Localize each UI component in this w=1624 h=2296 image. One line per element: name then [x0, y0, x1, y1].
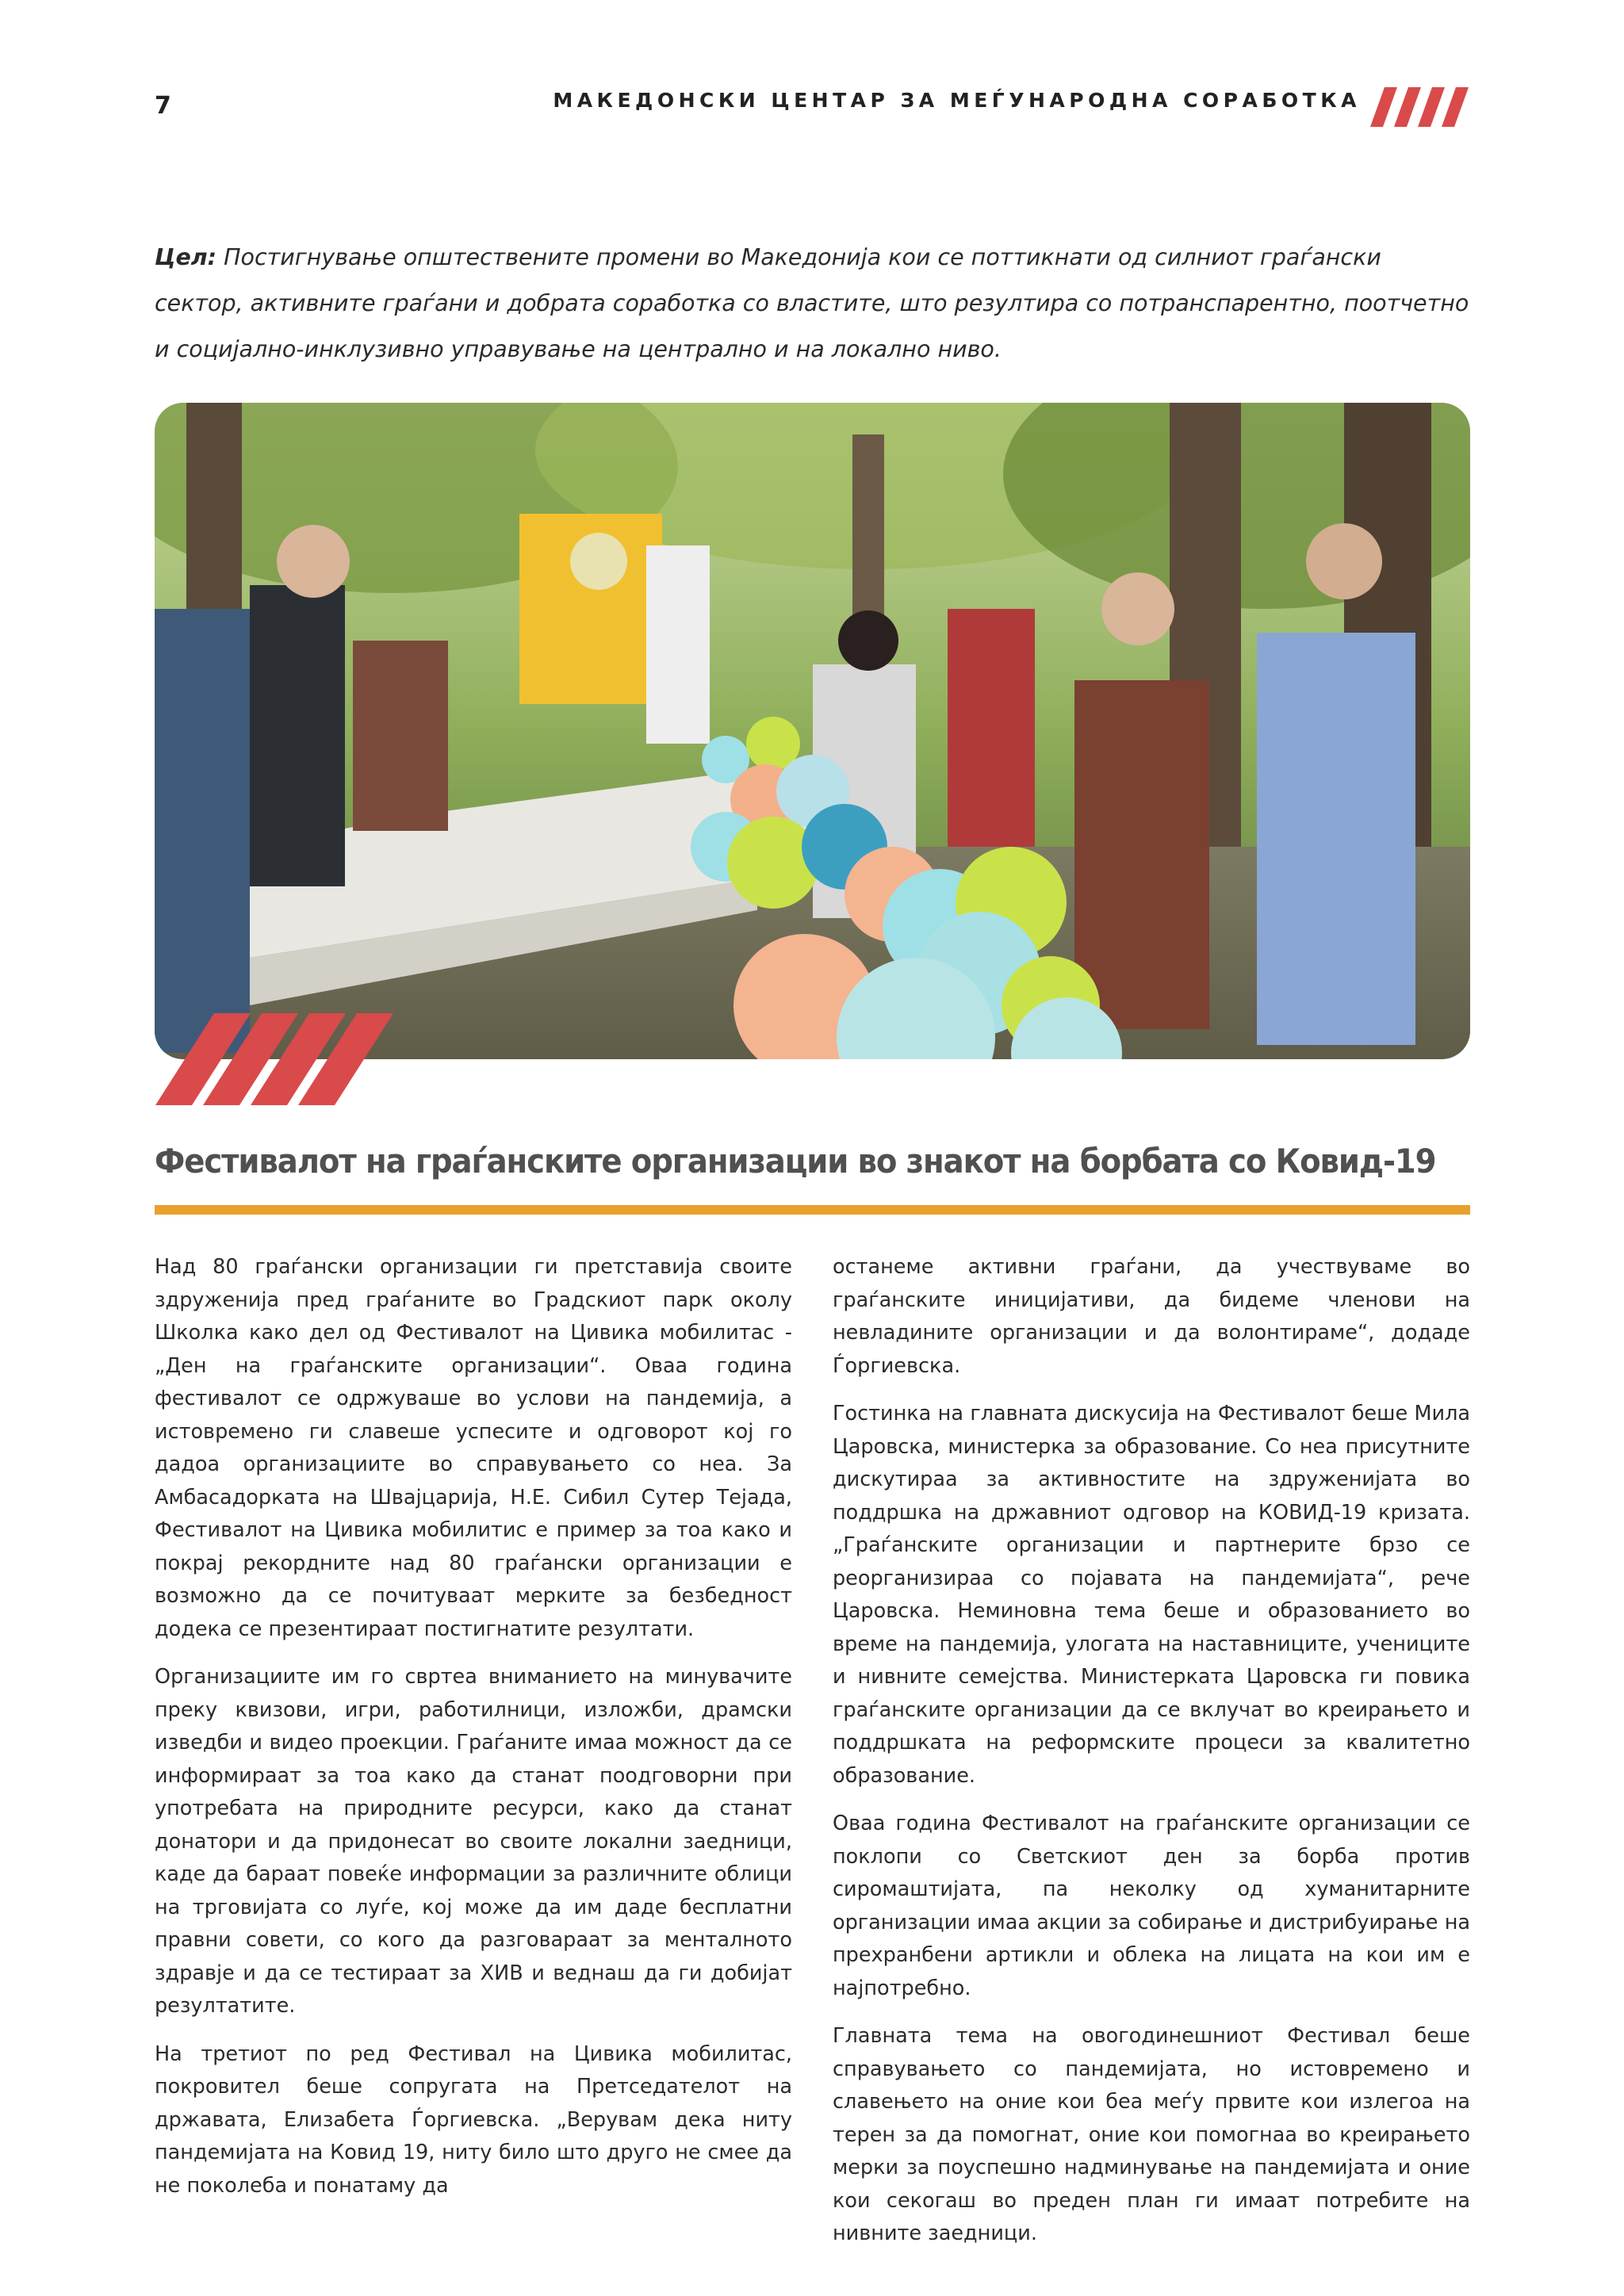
paragraph: Гостинка на главната дискусија на Фестивалот беше Мила Царовска, министерка за образование. Со неа присутните дискутираа за активностите на здруженијата во поддршка на државниот одговор на КОВИД-19 кризата. „Граѓанските организации и партнерите брзо се реорганизираа со појавата на пандемијата“, рече Царовска. Неминовна тема беше и образованието во време на пандемија, улогата на наставниците, учениците и нивните семејства. Министерката Царовска ги повика граѓанските организации да се вклучат во креирањето и поддршката на реформските процеси за квалитетно образование.: [833, 1402, 1470, 1788]
title-rule: [155, 1205, 1470, 1215]
page-number: 7: [155, 92, 171, 120]
article-column-left: [155, 1251, 792, 2218]
goal-text: Постигнување општествените промени во Македонија кои се поттикнати од силниот граѓански сектор, активните граѓани и добрата соработка со властите, што резултира со потранспарентно, поотчетно и социјално-инклузивно управување на централно и на локално ниво.: [155, 244, 1469, 362]
paragraph: На третиот по ред Фестивал на Цивика мобилитас, покровител беше сопругата на Претседателот на државата, Елизабета Ѓоргиевска. „Верувам дека ниту пандемијата на Ковид 19, ниту било што друго не смее да не поколеба и понатаму да: [155, 2042, 792, 2198]
festival-photo: [155, 403, 1470, 1059]
goal-statement: [155, 235, 1471, 373]
article-title: Фестивалот на граѓанските организации во знакот на борбата со Ковид-19: [155, 1142, 1436, 1181]
paragraph: Оваа година Фестивалот на граѓанските организации се поклопи со Светскиот ден за борба против сиромаштијата, па неколку од хуманитарните организации имаа акции за собирање и дистрибуирање на прехранбени артикли и облека на лицата на кои им е најпотребно.: [833, 1812, 1470, 2000]
header-stripes-decoration: [1370, 87, 1469, 127]
paragraph: Организациите им го свртеа вниманието на минувачите преку квизови, игри, работилници, изложби, драмски изведби и видео проекции. Граѓаните имаа можност да се информираат за тоа како да станат поодговорни при употребата на природните ресурси, како да станат донатори и да придонесат во своите локални заедници, каде да бараат повеќе информации за различните облици на трговијата со луѓе, кој може да им даде бесплатни правни совети, со кого да разговараат за менталното здравје и да се тестираат за ХИВ и веднаш да ги добијат резултатите.: [155, 1665, 792, 2018]
article-column-right: [833, 1251, 1470, 2266]
header-org-name: МАКЕДОНСКИ ЦЕНТАР ЗА МЕЃУНАРОДНА СОРАБОТКА: [553, 89, 1361, 112]
photo-stripes-decoration: [155, 1013, 393, 1105]
paragraph: Над 80 граѓански организации ги претставија своите здружениja пред граѓаните во Градскиот парк околу Школка како дел од Фестивалот на Цивика мобилитас - „Ден на граѓанските организации“. Оваа година фестивалот се одржуваше во услови на пандемија, а истовремено ги славеше успесите и одговорот кој го дадоа организациите во справувањето со неа. За Амбасадорката на Швајцарија, Н.Е. Сибил Сутер Тејада, Фестивалот на Цивика мобилитис е пример за тоа како и покрај рекордните над 80 граѓански организации е возможно да се почитуваат мерките за безбедност додека се презентираат постигнатите резултати.: [155, 1255, 792, 1641]
paragraph: Главната тема на овогодинешниот Фестивал беше справувањето со пандемијата, но истовремено и славењето на оние кои беа меѓу првите кои излегоа на терен за да помогнат, оние кои помогнаа во креирањето мерки за поуспешно надминување на пандемијата и оние кои секогаш во преден план ги имаат потребите на нивните заедници.: [833, 2024, 1470, 2245]
goal-label: Цел:: [155, 244, 217, 270]
paragraph: останеме активни граѓани, да учествуваме во граѓанските иницијативи, да бидеме членови на невладините организации и да волонтираме“, додаде Ѓоргиевска.: [833, 1255, 1470, 1378]
